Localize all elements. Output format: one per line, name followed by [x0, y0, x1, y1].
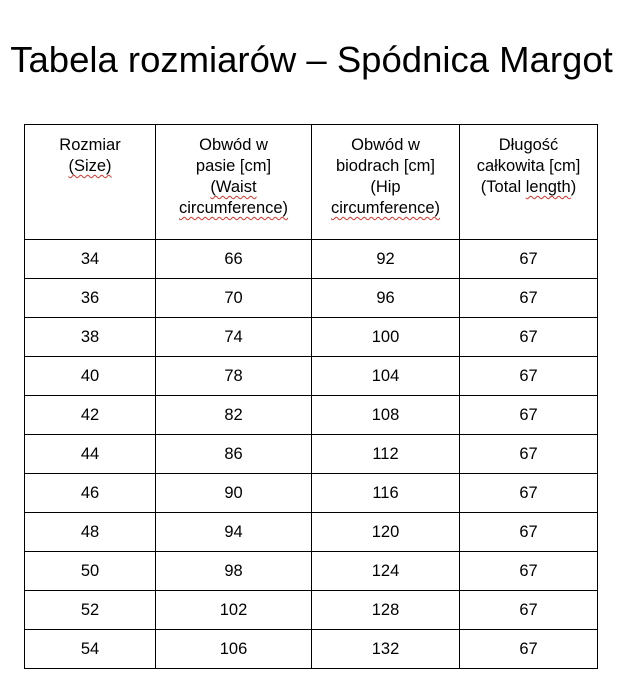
length-cell: 67: [460, 552, 598, 591]
waist-cell: 98: [156, 552, 312, 591]
table-row: [25, 318, 598, 357]
waist-cell: 66: [156, 240, 312, 279]
waist-cell: 106: [156, 630, 312, 669]
header-line: Obwód w: [199, 136, 268, 154]
hip-cell: 124: [312, 552, 460, 591]
header-total-length: Długość całkowita [cm] (Total length): [460, 125, 598, 240]
waist-cell: 78: [156, 357, 312, 396]
table-row: [25, 396, 598, 435]
size-cell: 36: [25, 279, 156, 318]
hip-cell: 120: [312, 513, 460, 552]
size-cell: 54: [25, 630, 156, 669]
waist-cell: 82: [156, 396, 312, 435]
size-cell: 40: [25, 357, 156, 396]
length-cell: 67: [460, 318, 598, 357]
table-row: [25, 240, 598, 279]
size-cell: 34: [25, 240, 156, 279]
length-cell: 67: [460, 513, 598, 552]
waist-cell: 94: [156, 513, 312, 552]
hip-cell: 128: [312, 591, 460, 630]
table-row: [25, 552, 598, 591]
size-cell: 48: [25, 513, 156, 552]
length-cell: 67: [460, 435, 598, 474]
document-title: Tabela rozmiarów – Spódnica Margot: [10, 39, 613, 80]
waist-cell: 86: [156, 435, 312, 474]
size-cell: 42: [25, 396, 156, 435]
header-line: (Hip: [370, 178, 401, 196]
header-line: Rozmiar: [59, 136, 121, 154]
header-line: (Size): [68, 157, 112, 175]
header-line: (Waist: [210, 178, 257, 196]
length-cell: 67: [460, 279, 598, 318]
hip-cell: 132: [312, 630, 460, 669]
header-line: całkowita [cm]: [476, 157, 581, 175]
header-hip: [312, 125, 460, 240]
hip-cell: 104: [312, 357, 460, 396]
length-cell: 67: [460, 474, 598, 513]
size-chart-table: [24, 124, 598, 669]
length-cell: 67: [460, 357, 598, 396]
header-line-word: length: [525, 178, 571, 196]
table-body: [25, 240, 598, 669]
length-cell: 67: [460, 240, 598, 279]
table-row: [25, 279, 598, 318]
header-line: pasie [cm]: [195, 157, 272, 175]
header-size: [25, 125, 156, 240]
header-line: biodrach [cm]: [335, 157, 436, 175]
waist-cell: 74: [156, 318, 312, 357]
table-row: [25, 630, 598, 669]
header-line: Długość: [498, 136, 559, 154]
header-line: circumference): [330, 199, 441, 217]
table-row: [25, 513, 598, 552]
hip-cell: 100: [312, 318, 460, 357]
length-cell: 67: [460, 591, 598, 630]
hip-cell: 116: [312, 474, 460, 513]
header-waist: [156, 125, 312, 240]
size-cell: 50: [25, 552, 156, 591]
hip-cell: 108: [312, 396, 460, 435]
length-cell: 67: [460, 630, 598, 669]
table-row: [25, 435, 598, 474]
size-cell: 44: [25, 435, 156, 474]
length-cell: 67: [460, 396, 598, 435]
size-cell: 46: [25, 474, 156, 513]
table-row: [25, 474, 598, 513]
table-row: [25, 591, 598, 630]
header-line: Obwód w: [351, 136, 420, 154]
table-header-row: [25, 125, 598, 240]
hip-cell: 112: [312, 435, 460, 474]
table-row: [25, 357, 598, 396]
waist-cell: 102: [156, 591, 312, 630]
header-line: circumference): [178, 199, 289, 217]
size-cell: 38: [25, 318, 156, 357]
hip-cell: 96: [312, 279, 460, 318]
waist-cell: 70: [156, 279, 312, 318]
hip-cell: 92: [312, 240, 460, 279]
size-cell: 52: [25, 591, 156, 630]
waist-cell: 90: [156, 474, 312, 513]
